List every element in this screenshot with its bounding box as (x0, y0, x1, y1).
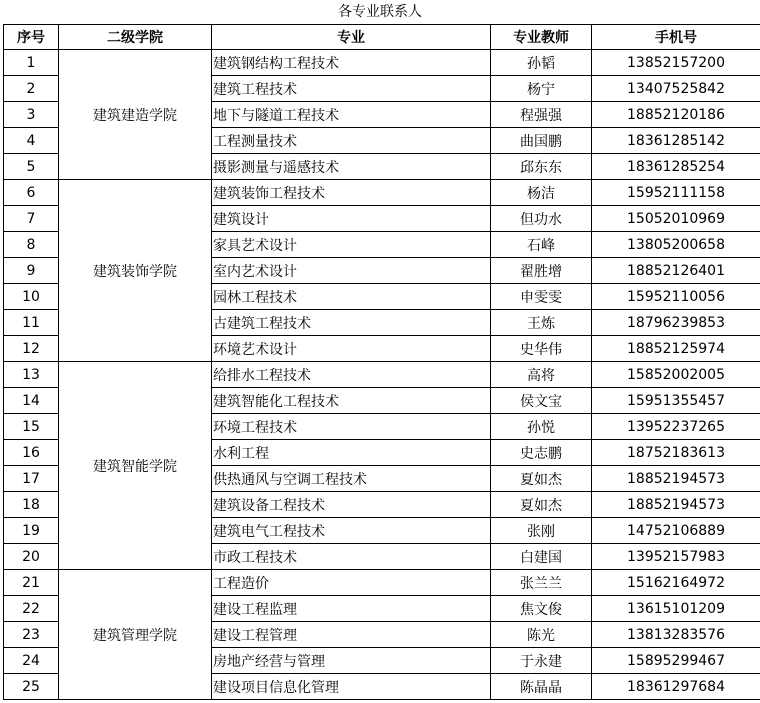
cell-index: 6 (4, 180, 59, 206)
cell-major: 摄影测量与遥感技术 (212, 154, 491, 180)
header-index: 序号 (4, 25, 59, 50)
table-row (4, 50, 760, 76)
cell-phone: 18361285142 (592, 128, 760, 154)
cell-teacher: 程强强 (491, 102, 592, 128)
table-row (4, 180, 760, 206)
cell-index: 2 (4, 76, 59, 102)
cell-index: 8 (4, 232, 59, 258)
cell-teacher: 夏如杰 (491, 466, 592, 492)
cell-index: 4 (4, 128, 59, 154)
cell-phone: 18796239853 (592, 310, 760, 336)
cell-index: 10 (4, 284, 59, 310)
cell-index: 20 (4, 544, 59, 570)
cell-teacher: 白建国 (491, 544, 592, 570)
cell-major: 建设工程管理 (212, 622, 491, 648)
header-college: 二级学院 (59, 25, 212, 50)
cell-major: 建筑工程技术 (212, 76, 491, 102)
cell-major: 古建筑工程技术 (212, 310, 491, 336)
cell-teacher: 史志鹏 (491, 440, 592, 466)
cell-index: 23 (4, 622, 59, 648)
cell-phone: 18852126401 (592, 258, 760, 284)
cell-index: 11 (4, 310, 59, 336)
cell-major: 给排水工程技术 (212, 362, 491, 388)
cell-phone: 18852194573 (592, 492, 760, 518)
cell-teacher: 焦文俊 (491, 596, 592, 622)
cell-teacher: 张刚 (491, 518, 592, 544)
cell-phone: 14752106889 (592, 518, 760, 544)
cell-major: 室内艺术设计 (212, 258, 491, 284)
cell-major: 建设项目信息化管理 (212, 674, 491, 700)
cell-index: 18 (4, 492, 59, 518)
cell-college: 建筑建造学院 (59, 50, 212, 180)
cell-college: 建筑管理学院 (59, 570, 212, 700)
cell-phone: 18852125974 (592, 336, 760, 362)
cell-teacher: 孙韬 (491, 50, 592, 76)
cell-major: 家具艺术设计 (212, 232, 491, 258)
cell-phone: 13952237265 (592, 414, 760, 440)
cell-index: 1 (4, 50, 59, 76)
cell-teacher: 邱东东 (491, 154, 592, 180)
cell-teacher: 史华伟 (491, 336, 592, 362)
cell-teacher: 王炼 (491, 310, 592, 336)
cell-teacher: 高将 (491, 362, 592, 388)
cell-phone: 15052010969 (592, 206, 760, 232)
cell-phone: 13615101209 (592, 596, 760, 622)
cell-major: 建筑设备工程技术 (212, 492, 491, 518)
table-row (4, 570, 760, 596)
cell-phone: 13852157200 (592, 50, 760, 76)
cell-teacher: 陈光 (491, 622, 592, 648)
cell-teacher: 张兰兰 (491, 570, 592, 596)
cell-teacher: 于永建 (491, 648, 592, 674)
cell-phone: 18752183613 (592, 440, 760, 466)
cell-college: 建筑装饰学院 (59, 180, 212, 362)
cell-phone: 18361285254 (592, 154, 760, 180)
header-teacher: 专业教师 (491, 25, 592, 50)
cell-index: 21 (4, 570, 59, 596)
cell-index: 9 (4, 258, 59, 284)
cell-major: 工程测量技术 (212, 128, 491, 154)
cell-index: 24 (4, 648, 59, 674)
cell-teacher: 夏如杰 (491, 492, 592, 518)
cell-phone: 13805200658 (592, 232, 760, 258)
cell-index: 15 (4, 414, 59, 440)
cell-index: 12 (4, 336, 59, 362)
cell-major: 市政工程技术 (212, 544, 491, 570)
cell-phone: 15951355457 (592, 388, 760, 414)
cell-major: 环境工程技术 (212, 414, 491, 440)
cell-index: 16 (4, 440, 59, 466)
cell-phone: 15852002005 (592, 362, 760, 388)
cell-major: 建筑钢结构工程技术 (212, 50, 491, 76)
contacts-table (3, 24, 760, 700)
cell-major: 园林工程技术 (212, 284, 491, 310)
cell-teacher: 但功水 (491, 206, 592, 232)
cell-index: 19 (4, 518, 59, 544)
cell-phone: 13407525842 (592, 76, 760, 102)
cell-teacher: 陈晶晶 (491, 674, 592, 700)
cell-teacher: 申雯雯 (491, 284, 592, 310)
cell-index: 14 (4, 388, 59, 414)
cell-major: 建筑智能化工程技术 (212, 388, 491, 414)
cell-major: 建筑电气工程技术 (212, 518, 491, 544)
cell-major: 建筑设计 (212, 206, 491, 232)
page-title: 各专业联系人 (338, 4, 422, 20)
cell-college: 建筑智能学院 (59, 362, 212, 570)
cell-phone: 18852120186 (592, 102, 760, 128)
cell-major: 工程造价 (212, 570, 491, 596)
table-body (4, 50, 760, 700)
cell-teacher: 杨宁 (491, 76, 592, 102)
cell-index: 7 (4, 206, 59, 232)
cell-phone: 18852194573 (592, 466, 760, 492)
cell-teacher: 翟胜增 (491, 258, 592, 284)
cell-teacher: 杨洁 (491, 180, 592, 206)
cell-index: 22 (4, 596, 59, 622)
cell-major: 环境艺术设计 (212, 336, 491, 362)
cell-teacher: 曲国鹏 (491, 128, 592, 154)
cell-phone: 15162164972 (592, 570, 760, 596)
cell-major: 建筑装饰工程技术 (212, 180, 491, 206)
table-header-row (4, 25, 760, 50)
cell-index: 13 (4, 362, 59, 388)
cell-phone: 15952111158 (592, 180, 760, 206)
cell-major: 建设工程监理 (212, 596, 491, 622)
cell-major: 水利工程 (212, 440, 491, 466)
header-major: 专业 (212, 25, 491, 50)
cell-phone: 13813283576 (592, 622, 760, 648)
cell-teacher: 孙悦 (491, 414, 592, 440)
cell-index: 5 (4, 154, 59, 180)
cell-index: 3 (4, 102, 59, 128)
cell-index: 25 (4, 674, 59, 700)
table-row (4, 362, 760, 388)
cell-phone: 15952110056 (592, 284, 760, 310)
cell-phone: 18361297684 (592, 674, 760, 700)
cell-index: 17 (4, 466, 59, 492)
cell-phone: 15895299467 (592, 648, 760, 674)
cell-teacher: 石峰 (491, 232, 592, 258)
cell-major: 地下与隧道工程技术 (212, 102, 491, 128)
cell-teacher: 侯文宝 (491, 388, 592, 414)
cell-major: 供热通风与空调工程技术 (212, 466, 491, 492)
header-phone: 手机号 (592, 25, 760, 50)
cell-phone: 13952157983 (592, 544, 760, 570)
cell-major: 房地产经营与管理 (212, 648, 491, 674)
